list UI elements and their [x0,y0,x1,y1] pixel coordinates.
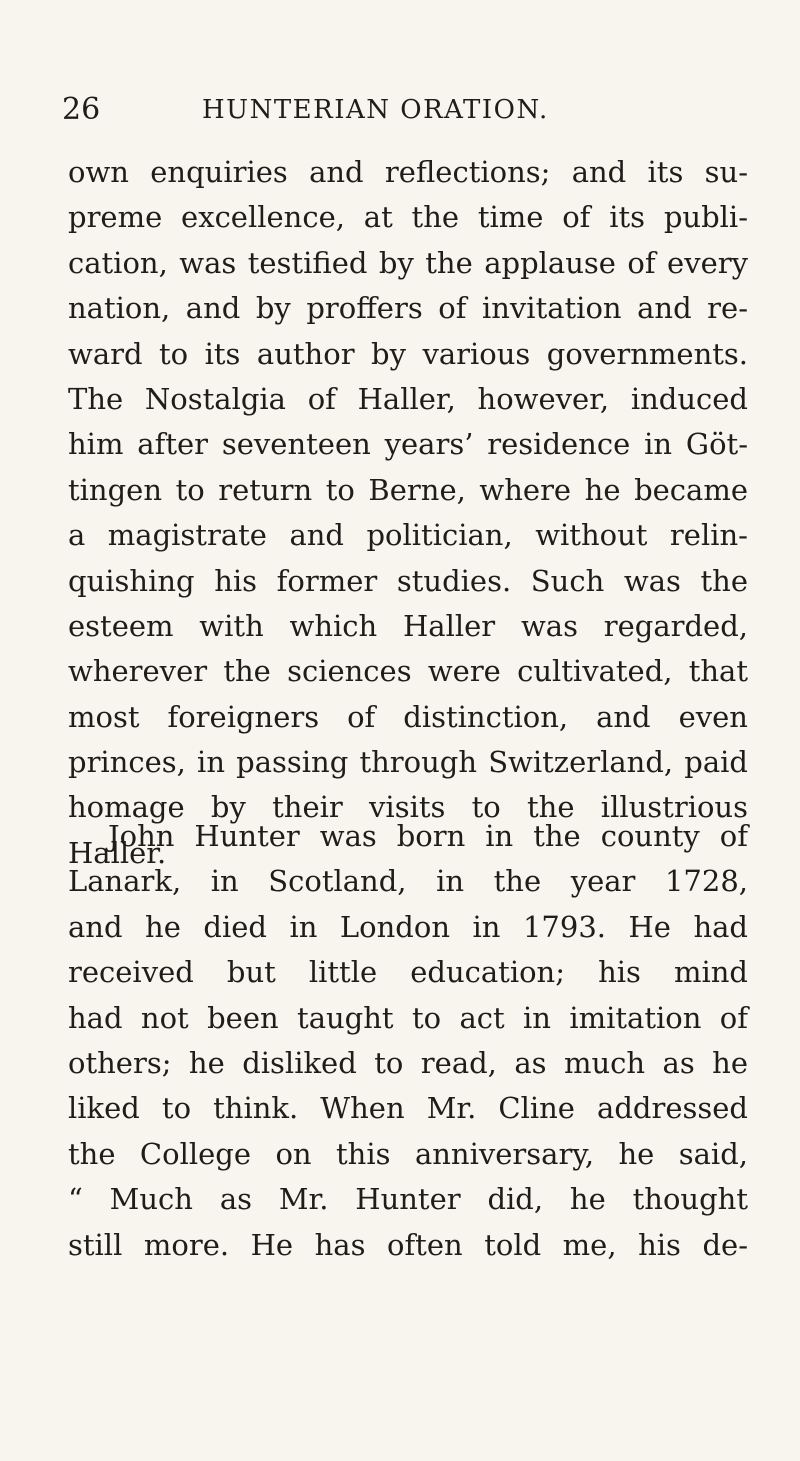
text-line: princes, in passing through Switzerland, paid [68,745,748,780]
paragraph-john-hunter [68,814,748,1268]
text-line: ward to its author by various governments. [68,336,748,371]
text-line: cation, was testified by the applause of every [68,245,748,280]
text-line: Lanark, in Scotland, in the year 1728, [68,864,748,899]
text-line: “ Much as Mr. Hunter did, he thought [68,1182,748,1217]
running-head [62,90,742,130]
text-line: esteem with which Haller was regarded, [68,608,748,643]
text-line: tingen to return to Berne, where he became [68,472,748,507]
text-line: The Nostalgia of Haller, however, induced [68,381,748,416]
text-line: liked to think. When Mr. Cline addressed [68,1091,748,1126]
page-number: 26 [62,92,101,127]
text-line: quishing his former studies. Such was the [68,563,748,598]
text-line: received but little education; his mind [68,955,748,990]
text-line: John Hunter was born in the county of [108,819,748,853]
text-line: own enquiries and reflections; and its su- [68,155,748,189]
text-line: Haller. [68,835,167,870]
text-line: the College on this anniversary, he said, [68,1136,748,1171]
text-line: wherever the sciences were cultivated, that [68,654,748,689]
running-head-title: HUNTERIAN ORATION. [202,95,549,125]
text-line: and he died in London in 1793. He had [68,909,748,944]
paragraph-haller [68,150,748,876]
text-line: still more. He has often told me, his de- [68,1227,748,1262]
text-line: others; he disliked to read, as much as he [68,1045,748,1080]
text-line: homage by their visits to the illustrious [68,790,748,825]
text-line: most foreigners of distinction, and even [68,699,748,734]
text-line: a magistrate and politician, without relin- [68,518,748,553]
text-line: him after seventeen years’ residence in Göt- [68,427,748,462]
text-line: nation, and by proffers of invitation and re- [68,291,748,326]
text-line: had not been taught to act in imitation of [68,1000,748,1035]
text-line: preme excellence, at the time of its publi- [68,200,748,235]
